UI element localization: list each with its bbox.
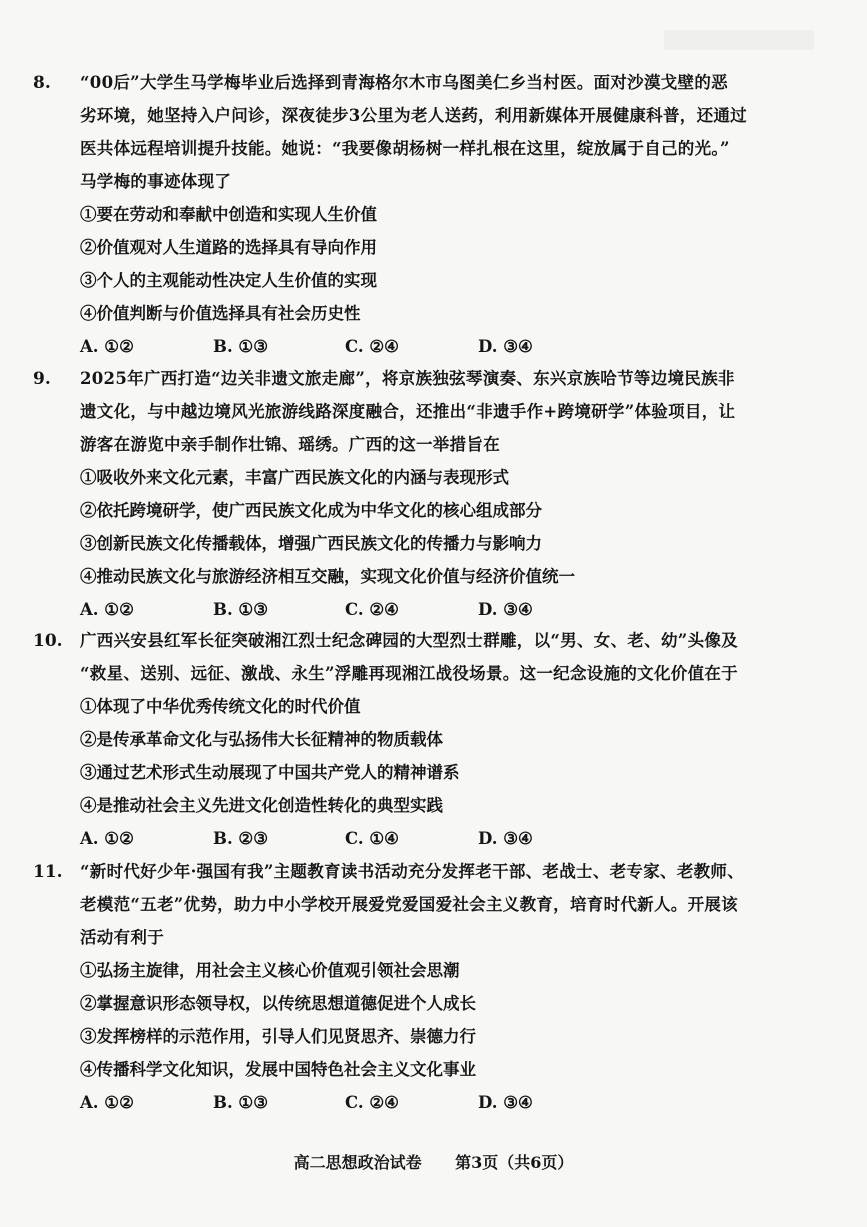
question-stem-line: 活动有利于 <box>80 928 164 947</box>
question-stem-line: 遗文化，与中越边境风光旅游线路深度融合，还推出“非遗手作+跨境研学”体验项目，让 <box>80 402 736 421</box>
page-footer <box>0 1150 867 1173</box>
corner-stamp <box>664 30 814 50</box>
question-stem-line: 老模范“五老”优势，助力中小学校开展爱党爱国爱社会主义教育，培育时代新人。开展该 <box>80 895 738 914</box>
choice-d[interactable]: D. ③④ <box>478 600 533 619</box>
statement-1: ①弘扬主旋律，用社会主义核心价值观引领社会思潮 <box>80 961 460 980</box>
question-stem-line: “救星、送别、远征、激战、永生”浮雕再现湘江战役场景。这一纪念设施的文化价值在于 <box>80 664 738 683</box>
answer-choices <box>80 822 680 855</box>
statement-2: ②依托跨境研学，使广西民族文化成为中华文化的核心组成部分 <box>80 501 542 520</box>
question-number: 10. <box>33 631 63 651</box>
exam-subject: 高二思想政治试卷 <box>293 1153 422 1172</box>
choice-b[interactable]: B. ①③ <box>213 337 269 356</box>
statement-3: ③通过艺术形式生动展现了中国共产党人的精神谱系 <box>80 763 460 782</box>
choice-b[interactable]: B. ①③ <box>213 1093 269 1112</box>
question-stem-line: 医共体远程培训提升技能。她说：“我要像胡杨树一样扎根在这里，绽放属于自己的光。” <box>80 139 730 158</box>
question-number: 8. <box>33 73 51 93</box>
statement-1: ①要在劳动和奉献中创造和实现人生价值 <box>80 205 377 224</box>
statement-4: ④推动民族文化与旅游经济相互交融，实现文化价值与经济价值统一 <box>80 567 575 586</box>
question-stem-line: 2025年广西打造“边关非遗文旅走廊”，将京族独弦琴演奏、东兴京族哈节等边境民族非 <box>80 369 735 388</box>
statement-3: ③创新民族文化传播载体，增强广西民族文化的传播力与影响力 <box>80 534 542 553</box>
page-number: 第3页（共6页） <box>455 1153 574 1172</box>
choice-c[interactable]: C. ①④ <box>345 829 399 848</box>
statement-3: ③发挥榜样的示范作用，引导人们见贤思齐、崇德力行 <box>80 1027 476 1046</box>
question-number: 9. <box>33 369 51 389</box>
answer-choices <box>80 1086 680 1119</box>
choice-c[interactable]: C. ②④ <box>345 337 399 356</box>
choice-d[interactable]: D. ③④ <box>478 829 533 848</box>
question-stem-line: “新时代好少年·强国有我”主题教育读书活动充分发挥老干部、老战士、老专家、老教师、 <box>80 862 745 881</box>
statement-4: ④传播科学文化知识，发展中国特色社会主义文化事业 <box>80 1060 476 1079</box>
choice-c[interactable]: C. ②④ <box>345 1093 399 1112</box>
statement-4: ④是推动社会主义先进文化创造性转化的典型实践 <box>80 796 443 815</box>
question-stem-line: 马学梅的事迹体现了 <box>80 172 232 191</box>
answer-choices <box>80 330 680 363</box>
question-stem-line: 游客在游览中亲手制作壮锦、瑶绣。广西的这一举措旨在 <box>80 435 500 454</box>
statement-2: ②掌握意识形态领导权，以传统思想道德促进个人成长 <box>80 994 476 1013</box>
statement-1: ①体现了中华优秀传统文化的时代价值 <box>80 697 361 716</box>
choice-d[interactable]: D. ③④ <box>478 1093 533 1112</box>
statement-1: ①吸收外来文化元素，丰富广西民族文化的内涵与表现形式 <box>80 468 509 487</box>
statement-3: ③个人的主观能动性决定人生价值的实现 <box>80 271 377 290</box>
question-stem-line: 劣环境，她坚持入户问诊，深夜徒步3公里为老人送药，利用新媒体开展健康科普，还通过 <box>80 106 747 125</box>
choice-a[interactable]: A. ①② <box>80 600 134 619</box>
question-stem-line: “00后”大学生马学梅毕业后选择到青海格尔木市乌图美仁乡当村医。面对沙漠戈壁的恶 <box>80 73 728 92</box>
choice-c[interactable]: C. ②④ <box>345 600 399 619</box>
question-number: 11. <box>33 862 63 882</box>
statement-2: ②是传承革命文化与弘扬伟大长征精神的物质载体 <box>80 730 443 749</box>
choice-b[interactable]: B. ①③ <box>213 600 269 619</box>
statement-2: ②价值观对人生道路的选择具有导向作用 <box>80 238 377 257</box>
question-stem-line: 广西兴安县红军长征突破湘江烈士纪念碑园的大型烈士群雕，以“男、女、老、幼”头像及 <box>80 631 738 650</box>
choice-a[interactable]: A. ①② <box>80 829 134 848</box>
choice-a[interactable]: A. ①② <box>80 337 134 356</box>
statement-4: ④价值判断与价值选择具有社会历史性 <box>80 304 361 323</box>
choice-a[interactable]: A. ①② <box>80 1093 134 1112</box>
choice-b[interactable]: B. ②③ <box>213 829 269 848</box>
choice-d[interactable]: D. ③④ <box>478 337 533 356</box>
answer-choices <box>80 593 680 626</box>
